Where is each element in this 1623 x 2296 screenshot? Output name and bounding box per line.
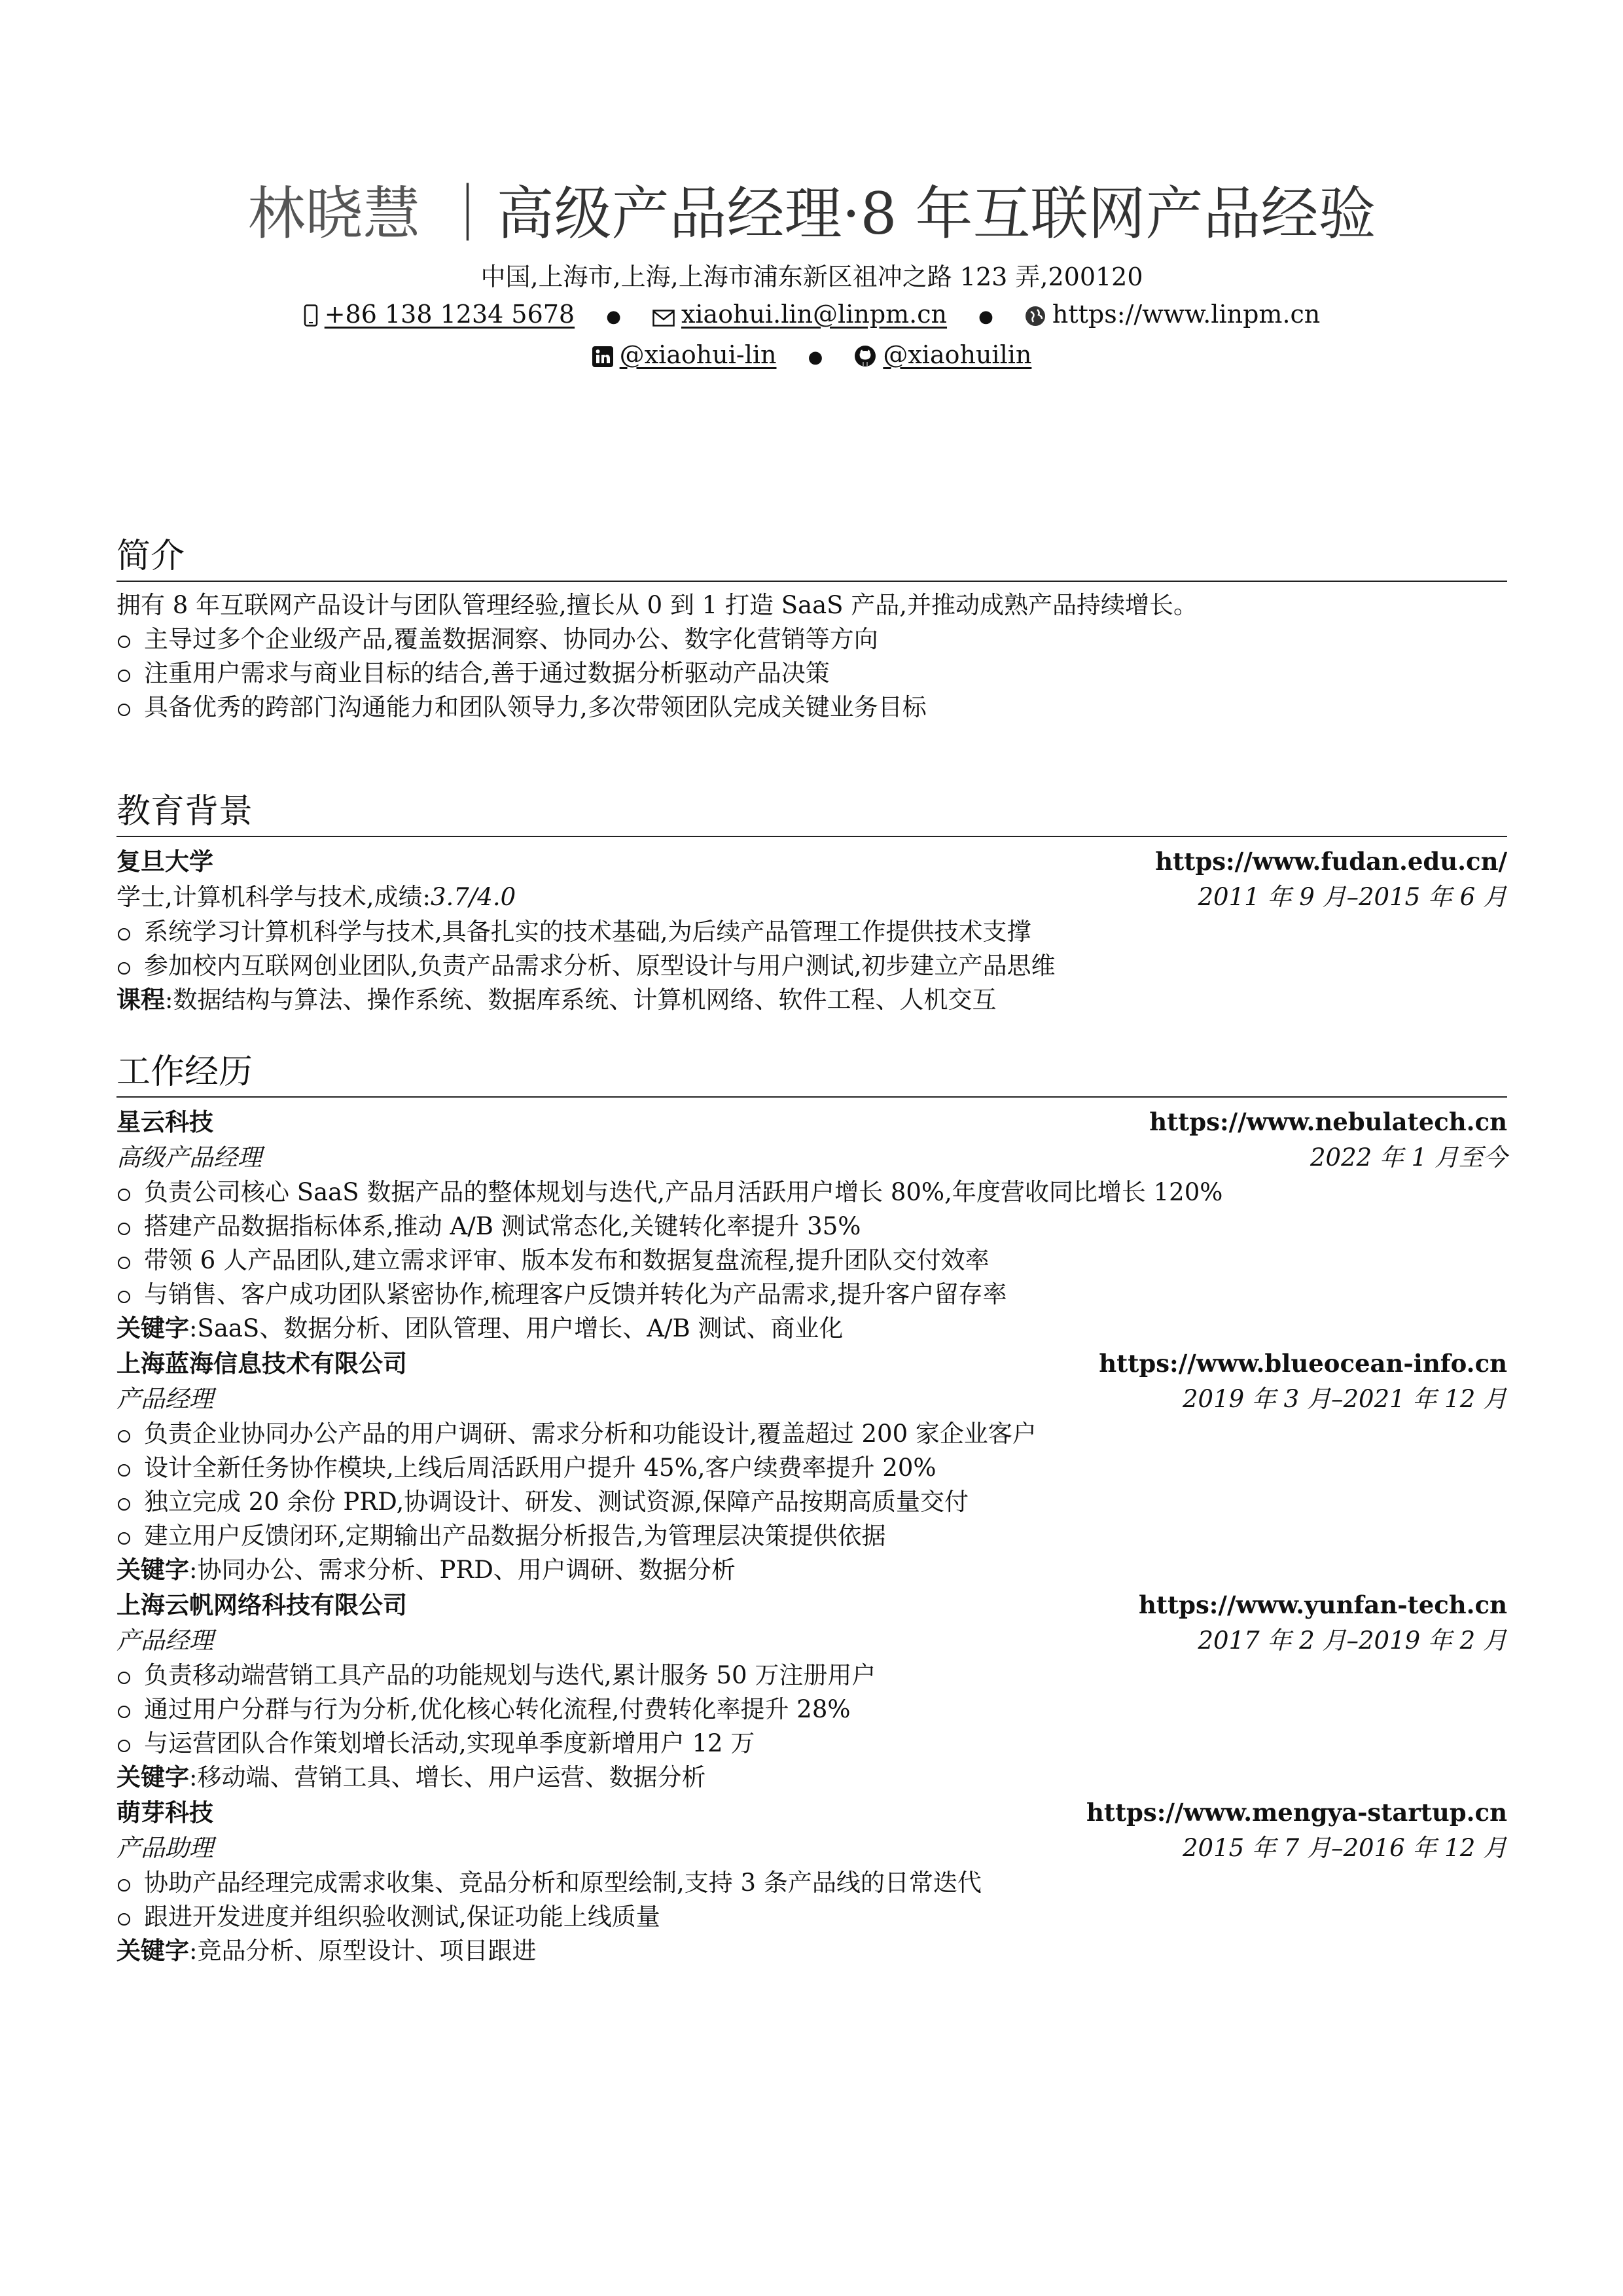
job-entry (116, 1795, 1507, 1968)
education-period: 2011 年 9 月–2015 年 6 月 (1198, 883, 1507, 911)
job-role: 产品经理 (116, 1385, 213, 1413)
person-name: 林晓慧 (247, 180, 421, 247)
job-keywords: 关键字:协同办公、需求分析、PRD、用户调研、数据分析 (116, 1556, 736, 1584)
section-title: 工作经历 (116, 1049, 1507, 1098)
phone-link[interactable]: +86 138 1234 5678 (324, 300, 575, 329)
education-header (116, 844, 1507, 880)
company-url[interactable]: https://www.blueocean-info.cn (1099, 1349, 1507, 1378)
degree: 学士,计算机科学与技术,成绩:3.7/4.0 (116, 883, 516, 911)
separator-dot: ● (808, 347, 823, 367)
job-bullets (116, 1175, 1507, 1312)
courses-line: 课程:数据结构与算法、操作系统、数据库系统、计算机网络、软件工程、人机交互 (116, 986, 997, 1014)
linkedin-link[interactable]: @xiaohui-lin (619, 340, 777, 369)
company-name: 萌芽科技 (116, 1799, 213, 1827)
education-section (116, 789, 1507, 1017)
separator-dot: ● (606, 306, 621, 327)
summary-intro: 拥有 8 年互联网产品设计与团队管理经验,擅长从 0 到 1 打造 SaaS 产品,并推动成熟产品持续增长。 (116, 591, 1198, 619)
list-item: 搭建产品数据指标体系,推动 A/B 测试常态化,关键转化率提升 35% (116, 1210, 1507, 1244)
company-name: 上海蓝海信息技术有限公司 (116, 1350, 407, 1378)
job-bullets (116, 1866, 1507, 1934)
linkedin-icon (592, 340, 613, 377)
list-item: 主导过多个企业级产品,覆盖数据洞察、协同办公、数字化营销等方向 (116, 622, 1507, 656)
separator-dot: ● (978, 306, 993, 327)
resume-page (116, 0, 1507, 2296)
list-item: 具备优秀的跨部门沟通能力和团队领导力,多次带领团队完成关键业务目标 (116, 691, 1507, 725)
list-item: 带领 6 人产品团队,建立需求评审、版本发布和数据复盘流程,提升团队交付效率 (116, 1244, 1507, 1278)
envelope-icon (652, 300, 675, 336)
resume-header (116, 178, 1507, 377)
list-item: 负责移动端营销工具产品的功能规划与迭代,累计服务 50 万注册用户 (116, 1659, 1507, 1693)
section-title: 教育背景 (116, 789, 1507, 837)
list-item: 与销售、客户成功团队紧密协作,梳理客户反馈并转化为产品需求,提升客户留存率 (116, 1278, 1507, 1312)
list-item: 参加校内互联网创业团队,负责产品需求分析、原型设计与用户测试,初步建立产品思维 (116, 949, 1507, 983)
job-keywords: 关键字:移动端、营销工具、增长、用户运营、数据分析 (116, 1763, 706, 1791)
globe-icon (1025, 300, 1046, 336)
summary-bullets (116, 622, 1507, 725)
company-name: 星云科技 (116, 1108, 213, 1136)
phone-icon (304, 300, 318, 336)
job-role: 产品经理 (116, 1626, 213, 1655)
company-url[interactable]: https://www.mengya-startup.cn (1086, 1798, 1507, 1827)
job-keywords: 关键字:SaaS、数据分析、团队管理、用户增长、A/B 测试、商业化 (116, 1314, 844, 1342)
section-title: 简介 (116, 533, 1507, 582)
list-item: 通过用户分群与行为分析,优化核心转化流程,付费转化率提升 28% (116, 1693, 1507, 1727)
address: 中国,上海市,上海,上海市浦东新区祖冲之路 123 弄,200120 (480, 262, 1143, 291)
website-link[interactable]: https://www.linpm.cn (1052, 300, 1321, 329)
list-item: 系统学习计算机科学与技术,具备扎实的技术基础,为后续产品管理工作提供技术支撑 (116, 915, 1507, 949)
list-item: 跟进开发进度并组织验收测试,保证功能上线质量 (116, 1900, 1507, 1934)
list-item: 独立完成 20 余份 PRD,协调设计、研发、测试资源,保障产品按期高质量交付 (116, 1485, 1507, 1519)
work-section (116, 1049, 1507, 1968)
company-url[interactable]: https://www.nebulatech.cn (1149, 1107, 1507, 1136)
job-bullets (116, 1417, 1507, 1553)
company-name: 上海云帆网络科技有限公司 (116, 1591, 407, 1619)
github-icon (854, 340, 876, 377)
list-item: 协助产品经理完成需求收集、竞品分析和原型绘制,支持 3 条产品线的日常迭代 (116, 1866, 1507, 1900)
github-link[interactable]: @xiaohuilin (883, 340, 1032, 369)
name-title-heading (230, 178, 1395, 250)
job-period: 2022 年 1 月至今 (1310, 1143, 1507, 1172)
company-url[interactable]: https://www.yunfan-tech.cn (1138, 1590, 1507, 1619)
job-period: 2017 年 2 月–2019 年 2 月 (1198, 1626, 1507, 1655)
contact-row-1 (116, 296, 1507, 336)
headline: ｜高级产品经理·8 年互联网产品经验 (438, 180, 1376, 247)
summary-section (116, 533, 1507, 725)
job-role: 产品助理 (116, 1834, 213, 1862)
education-subheader (116, 880, 1507, 915)
job-entry (116, 1104, 1507, 1346)
email-link[interactable]: xiaohui.lin@linpm.cn (681, 300, 948, 329)
job-period: 2015 年 7 月–2016 年 12 月 (1182, 1834, 1507, 1862)
list-item: 设计全新任务协作模块,上线后周活跃用户提升 45%,客户续费率提升 20% (116, 1451, 1507, 1485)
list-item: 与运营团队合作策划增长活动,实现单季度新增用户 12 万 (116, 1727, 1507, 1761)
school-name: 复旦大学 (116, 848, 213, 876)
gpa: 3.7/4.0 (431, 883, 516, 911)
job-entry (116, 1587, 1507, 1795)
job-period: 2019 年 3 月–2021 年 12 月 (1182, 1385, 1507, 1413)
job-bullets (116, 1659, 1507, 1761)
job-entry (116, 1346, 1507, 1587)
list-item: 负责公司核心 SaaS 数据产品的整体规划与迭代,产品月活跃用户增长 80%,年度营收同比增长 120% (116, 1175, 1507, 1210)
education-bullets (116, 915, 1507, 983)
job-role: 高级产品经理 (116, 1143, 262, 1172)
job-keywords: 关键字:竞品分析、原型设计、项目跟进 (116, 1937, 537, 1965)
list-item: 负责企业协同办公产品的用户调研、需求分析和功能设计,覆盖超过 200 家企业客户 (116, 1417, 1507, 1451)
contact-row-2 (116, 336, 1507, 377)
list-item: 注重用户需求与商业目标的结合,善于通过数据分析驱动产品决策 (116, 656, 1507, 691)
list-item: 建立用户反馈闭环,定期输出产品数据分析报告,为管理层决策提供依据 (116, 1519, 1507, 1553)
school-url[interactable]: https://www.fudan.edu.cn/ (1155, 847, 1507, 876)
